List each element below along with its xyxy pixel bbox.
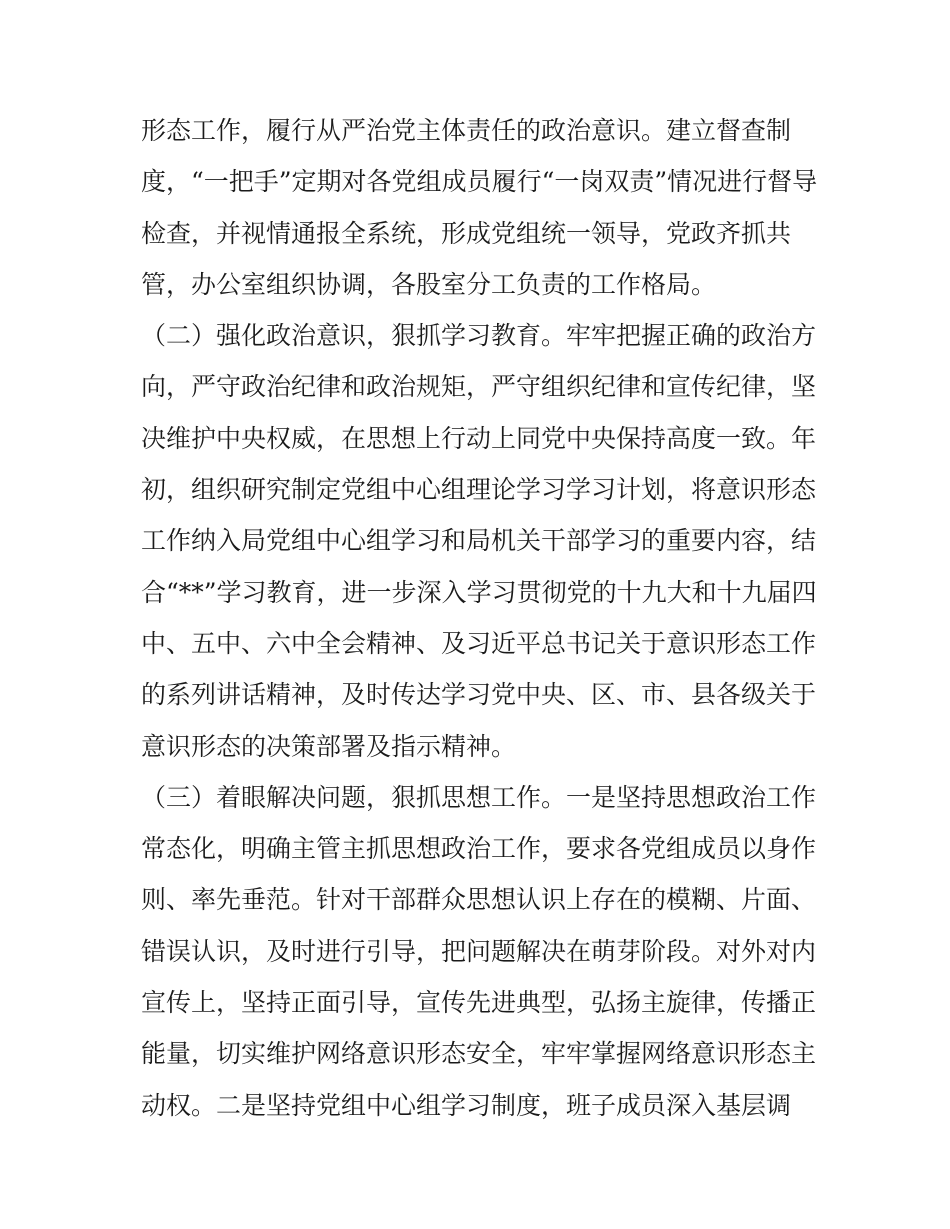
text-line: 决维护中央权威，在思想上行动上同党中央保持高度一致。年 [141,423,817,453]
text-line: 检查，并视情通报全系统，形成党组统一领导，党政齐抓共 [141,218,792,248]
text-line: 动权。二是坚持党组中心组学习制度，班子成员深入基层调 [141,1090,792,1120]
text-line: 能量，切实维护网络意识形态安全，牢牢掌握网络意识形态主 [141,1039,817,1069]
text-line: 度，“一把手”定期对各党组成员履行“一岗双责”情况进行督导 [141,167,818,197]
text-line: 形态工作，履行从严治党主体责任的政治意识。建立督查制 [141,116,792,145]
text-line: 的系列讲话精神，及时传达学习党中央、区、市、县各级关于 [141,680,817,710]
text-line: 意识形态的决策部署及指示精神。 [141,731,517,761]
text-line: 常态化，明确主管主抓思想政治工作，要求各党组成员以身作 [141,834,817,864]
section-heading-line: （三）着眼解决问题，狠抓思想工作。一是坚持思想政治工作 [141,782,817,812]
text-line: 错误认识，及时进行引导，把问题解决在萌芽阶段。对外对内 [141,936,817,966]
text-line: 向，严守政治纪律和政治规矩，严守组织纪律和宣传纪律，坚 [141,372,817,402]
text-line: 合“**”学习教育，进一步深入学习贯彻党的十九大和十九届四 [141,577,817,607]
text-line: 初，组织研究制定党组中心组理论学习学习计划，将意识形态 [141,475,817,505]
document-body [141,105,818,1131]
text-line: 中、五中、六中全会精神、及习近平总书记关于意识形态工作 [141,628,817,658]
text-line: 则、率先垂范。针对干部群众思想认识上存在的模糊、片面、 [141,885,817,915]
text-line: 工作纳入局党组中心组学习和局机关干部学习的重要内容，结 [141,526,817,556]
text-line: 管，办公室组织协调，各股室分工负责的工作格局。 [141,269,717,299]
text-line: 宣传上，坚持正面引导，宣传先进典型，弘扬主旋律，传播正 [141,988,817,1018]
section-heading-line: （二）强化政治意识，狠抓学习教育。牢牢把握正确的政治方 [141,321,817,351]
